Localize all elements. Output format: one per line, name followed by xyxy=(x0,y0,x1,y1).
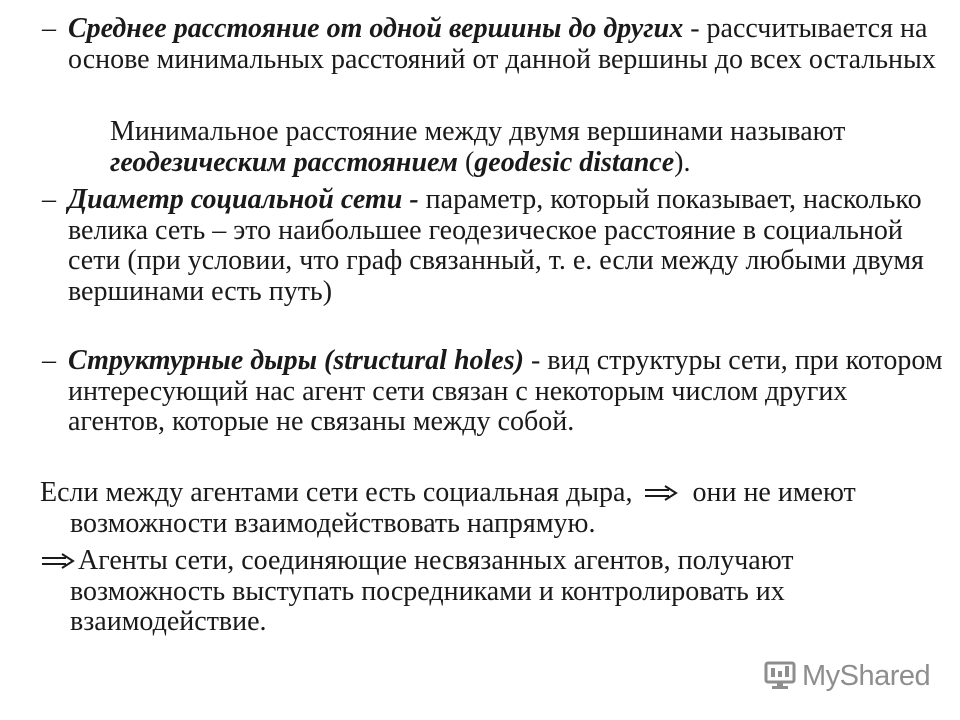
conclusion-first xyxy=(40,478,940,539)
term-avg-distance: Среднее расстояние от одной вершины до других xyxy=(68,13,684,44)
implies-arrow-icon xyxy=(643,484,679,502)
conclusion-text-2: они не имеют возможности взаимодействовать напрямую. xyxy=(70,477,856,539)
geodesic-note xyxy=(110,117,930,178)
bullet-dash: – xyxy=(42,345,56,376)
bullet-diameter xyxy=(42,184,948,307)
bullet-dash: – xyxy=(42,13,56,44)
desc-diameter: параметр, который показывает, насколько велика сеть – это наибольшее геодезическое расстояние в социальной сети (при условии, что граф связанный, т. е. если между любыми двумя вершинами есть путь) xyxy=(68,184,924,307)
watermark-logo xyxy=(764,656,934,696)
watermark-text: MyShared xyxy=(802,659,931,692)
bullet-avg-distance xyxy=(42,13,948,75)
monitor-icon xyxy=(764,661,796,691)
conclusion-text-1: Если между агентами сети есть социальная дыра, xyxy=(40,477,640,508)
conclusion-text-3: Агенты сети, соединяющие несвязанных агентов, получают возможность выступать посредниками и контролировать их взаимодействие. xyxy=(70,545,794,637)
paren-open: ( xyxy=(457,146,475,178)
term-structural-holes: Структурные дыры (structural holes) xyxy=(68,345,524,376)
term-geodesic-en: geodesic distance xyxy=(474,146,675,178)
paren-close: ). xyxy=(674,146,691,178)
term-diameter: Диаметр социальной сети - xyxy=(68,184,419,215)
desc-structural-holes: - вид структуры сети, при котором интересующий нас агент сети связан с некоторым числом других агентов, которые не связаны между собой. xyxy=(68,345,943,437)
geodesic-text: Минимальное расстояние между двумя вершинами называют xyxy=(110,116,846,147)
bullet-structural-holes xyxy=(42,345,948,438)
implies-arrow-icon xyxy=(40,552,76,570)
bullet-dash: – xyxy=(42,184,56,215)
conclusion-second xyxy=(40,546,940,638)
desc-avg-distance: - рассчитывается на основе минимальных расстояний от данной вершины до всех остальных xyxy=(68,13,936,75)
term-geodesic: геодезическим расстоянием xyxy=(110,146,458,178)
